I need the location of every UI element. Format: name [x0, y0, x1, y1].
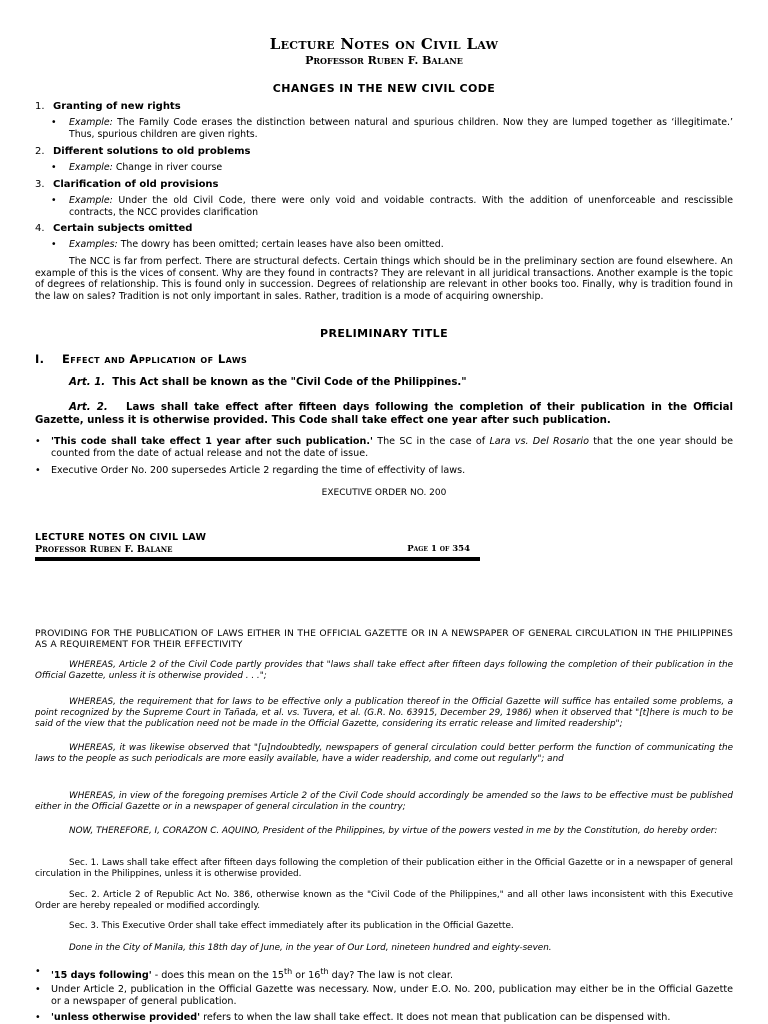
bullet-icon: •	[35, 966, 41, 977]
bullet-example-2	[51, 162, 733, 174]
eo-section-1: Sec. 1. Laws shall take effect after fifteen days following the completion of their publication either in the Official Gazette or in a newspaper of general circulation in the Philippines, unless it is otherwise provided.	[35, 858, 733, 879]
section-heading-preliminary: PRELIMINARY TITLE	[320, 327, 448, 340]
footer-author: Professor Ruben F. Balane	[35, 544, 173, 555]
eo-whereas-2: WHEREAS, the requirement that for laws to be effective only a publication thereof in the Official Gazette will suffice has entailed some problems, a point recognized by the Supreme Court in Tañada, et al. vs. Tuvera, et al. (G.R. No. 63915, December 29, 1986) when it observed that "[t]here is much to be said of the view that the publication need not be made in the Official Gazette, considering its erratic release and limited readership";	[35, 697, 733, 729]
note-bold: 'unless otherwise provided'	[51, 1012, 201, 1023]
bullet-example-1	[51, 117, 733, 140]
eo-now-therefore: NOW, THEREFORE, I, CORAZON C. AQUINO, President of the Philippines, by virtue of the powers vested in me by the Constitution, do hereby order:	[69, 826, 718, 836]
bullet-icon: •	[51, 239, 57, 250]
note-text-a: - does this mean on the 15	[151, 970, 284, 982]
note-text-b: or 16	[292, 970, 321, 982]
document-author: Professor Ruben F. Balane	[305, 54, 463, 67]
subsection-title: Effect and Application of Laws	[62, 352, 248, 366]
article-1	[35, 377, 733, 390]
list-item-3	[35, 179, 219, 190]
bullet-effectivity	[35, 436, 733, 460]
bullet-example-3	[51, 195, 733, 218]
footer-title: LECTURE NOTES ON CIVIL LAW	[35, 532, 207, 543]
article-text: This Act shall be known as the "Civil Code of the Philippines."	[112, 377, 467, 388]
example-text: The dowry has been omitted; certain leases have also been omitted.	[117, 239, 444, 250]
bullet-icon: •	[51, 195, 57, 206]
article-text: Laws shall take effect after fifteen days following the completion of their publication in the Official Gazette, unless it is otherwise provided. This Code shall take effect one year after such publication.	[35, 402, 733, 426]
bullet-bold: 'This code shall take effect 1 year after such publication.'	[51, 436, 373, 447]
section-heading-changes: CHANGES IN THE NEW CIVIL CODE	[272, 82, 496, 95]
list-number: 2.	[35, 146, 45, 157]
note-text-c: day? The law is not clear.	[328, 970, 454, 982]
eo-whereas-4: WHEREAS, in view of the foregoing premises Article 2 of the Civil Code should accordingly be amended so the laws to be effective must be published either in the Official Gazette or in a newspaper of general circulation in the country;	[35, 791, 733, 812]
footer-rule	[35, 557, 480, 561]
bullet-icon: •	[35, 465, 41, 476]
bullet-example-4	[51, 239, 733, 251]
list-number: 4.	[35, 223, 45, 234]
example-lead: Example:	[69, 195, 113, 206]
example-text: Change in river course	[112, 162, 223, 173]
list-item-4	[35, 223, 192, 234]
note-text: Under Article 2, publication in the Official Gazette was necessary. Now, under E.O. No. 200, publication may either be in the Official Gazette or a newspaper of general publication.	[51, 984, 733, 1007]
list-label: Certain subjects omitted	[53, 223, 193, 234]
subsection-heading	[35, 352, 247, 366]
bullet-icon: •	[51, 162, 57, 173]
example-lead: Examples:	[69, 239, 118, 250]
subsection-number: I.	[35, 352, 45, 366]
bullet-icon: •	[51, 117, 57, 128]
ncc-paragraph: The NCC is far from perfect. There are structural defects. Certain things which should be in the preliminary section are found elsewhere. An example of this is the vices of consent. Why are they found in contracts? They are relevant in all juridical transactions. Another example is the topic of degrees of relationship. This is found only in succession. Degrees of relationship are relevant in other books too. Finally, why is tradition found in the law on sales? Tradition is not only important in sales. Rather, tradition is a mode of acquiring ownership.	[35, 256, 733, 302]
note-text: refers to when the law shall take effect. It does not mean that publication can be dispensed with.	[200, 1012, 671, 1023]
article-2	[35, 402, 733, 427]
bullet-text: Executive Order No. 200 supersedes Article 2 regarding the time of effectivity of laws.	[51, 465, 466, 476]
bullet-eo-200	[35, 465, 733, 477]
example-lead: Example:	[69, 117, 113, 128]
eo-section-2: Sec. 2. Article 2 of Republic Act No. 386, otherwise known as the "Civil Code of the Philippines," and all other laws inconsistent with this Executive Order are hereby repealed or modified accordingly.	[35, 890, 733, 911]
article-label: Art. 1.	[69, 377, 106, 388]
note-bold: '15 days following'	[51, 970, 152, 982]
note-sup-2: th	[320, 967, 329, 976]
eo-caption: PROVIDING FOR THE PUBLICATION OF LAWS EITHER IN THE OFFICIAL GAZETTE OR IN A NEWSPAPER OF GENERAL CIRCULATION IN THE PHILIPPINES AS A REQUIREMENT FOR THEIR EFFECTIVITY	[35, 628, 733, 651]
bullet-text-a: The SC in the case of	[372, 436, 490, 447]
case-name: Lara vs. Del Rosario	[489, 436, 589, 447]
list-label: Different solutions to old problems	[53, 146, 251, 157]
eo-whereas-1: WHEREAS, Article 2 of the Civil Code partly provides that "laws shall take effect after fifteen days following the completion of their publication in the Official Gazette, unless it is otherwise provided . . .";	[35, 660, 733, 681]
document-title: Lecture Notes on Civil Law	[269, 35, 499, 53]
note-15-days	[35, 966, 733, 982]
list-number: 3.	[35, 179, 45, 190]
page-footer	[35, 532, 480, 561]
example-text: The Family Code erases the distinction between natural and spurious children. Now they are lumped together as ‘illegitimate.’ Thus, spurious children are given rights.	[69, 117, 733, 140]
list-item-2	[35, 146, 250, 157]
eo-done: Done in the City of Manila, this 18th day of June, in the year of Our Lord, nineteen hundred and eighty-seven.	[69, 943, 552, 953]
bullet-icon: •	[35, 1012, 41, 1023]
note-sup-1: th	[284, 967, 293, 976]
eo-section-3: Sec. 3. This Executive Order shall take effect immediately after its publication in the Official Gazette.	[69, 921, 514, 931]
example-text: Under the old Civil Code, there were only void and voidable contracts. With the addition of unenforceable and rescissible contracts, the NCC provides clarification	[69, 195, 733, 218]
executive-order-heading: EXECUTIVE ORDER NO. 200	[321, 488, 447, 498]
bullet-icon: •	[35, 984, 41, 995]
list-number: 1.	[35, 101, 45, 112]
bullet-text-b: that the one year should be counted from the date of actual release and not the date of issue.	[51, 436, 733, 459]
article-label: Art. 2.	[69, 402, 108, 413]
bullet-icon: •	[35, 436, 41, 447]
page-number: Page 1 of 354	[407, 544, 470, 554]
list-item-1	[35, 101, 181, 112]
note-publication	[35, 984, 733, 1008]
note-unless-provided	[35, 1012, 733, 1024]
list-label: Granting of new rights	[53, 101, 181, 112]
list-label: Clarification of old provisions	[53, 179, 219, 190]
eo-whereas-3: WHEREAS, it was likewise observed that "[u]ndoubtedly, newspapers of general circulation could better perform the function of communicating the laws to the people as such periodicals are more easily available, have a wider readership, and come out regularly"; and	[35, 743, 733, 764]
example-lead: Example:	[69, 162, 113, 173]
